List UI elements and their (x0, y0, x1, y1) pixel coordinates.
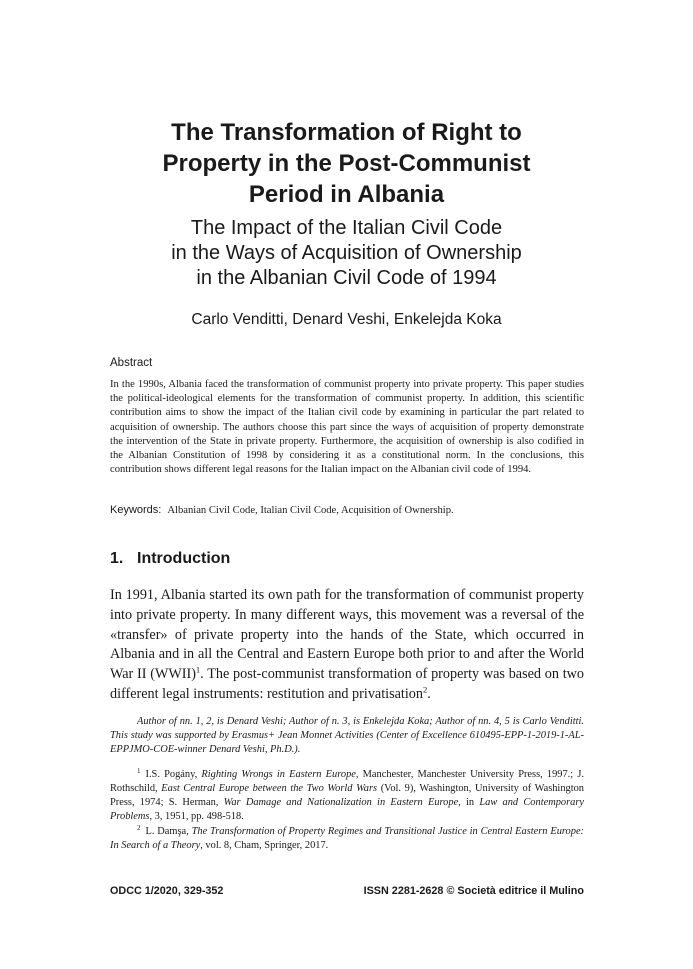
intro-text: . (427, 685, 431, 702)
title-line: Period in Albania (248, 181, 445, 208)
paper-title (60, 117, 633, 210)
abstract-heading: Abstract (110, 357, 153, 369)
section-title: Introduction (137, 550, 231, 567)
keywords-text: Albanian Civil Code, Italian Civil Code, Acquisition of Ownership. (167, 505, 454, 516)
footnote-italic: East Central Europe between the Two World Wars (161, 783, 378, 794)
subtitle-line: in the Albanian Civil Code of 1994 (196, 267, 497, 289)
title-line: The Transformation of Right to (171, 119, 522, 146)
section-heading (110, 550, 230, 568)
footnote-ref[interactable]: 1 (195, 664, 201, 675)
paper-subtitle (60, 216, 633, 291)
intro-paragraph (110, 586, 584, 705)
intro-text: In 1991, Albania started its own path for the transformation of communist property into private property. In many different ways, this movement was a reversal of the «transfer» of private property into the hands of the State, which occurred in Albania and in all the Central and Eastern Europe both prior to and after the World War II (WWII) (110, 587, 584, 683)
intro-text: . The post-communist transformation of property was based on two different legal instruments: restitution and privatisation (110, 666, 584, 702)
footnote-mark: 2 (137, 823, 141, 832)
footnote-italic: Law and Contemporary Problems (110, 797, 584, 822)
footnote-text: I.S. Pogány, (145, 769, 202, 780)
footnote-mark: 1 (137, 766, 141, 775)
author-note: Author of nn. 1, 2, is Denard Veshi; Author of n. 3, is Enkelejda Koka; Author of nn. 4, 5 is Carlo Venditti. This study was supported by Erasmus+ Jean Monnet Activities (Center of Excellence 610495-EPP-1-2019-1-AL-EPPJMO-COE-winner Denard Veshi, Ph.D.). (110, 716, 584, 755)
title-line: Property in the Post-Communist (162, 150, 531, 177)
subtitle-line: in the Ways of Acquisition of Ownership (171, 242, 522, 264)
author-list: Carlo Venditti, Denard Veshi, Enkelejda Koka (191, 311, 502, 328)
journal-citation: ODCC 1/2020, 329-352 (110, 885, 224, 897)
issn-publisher: ISSN 2281-2628 © Società editrice il Mulino (363, 885, 584, 897)
footnote-italic: The Transformation of Property Regimes and Transitional Justice in Central Eastern Europe: In Search of a Theory (110, 826, 585, 851)
footnote-text: L. Damşa, (145, 826, 192, 837)
footnote (110, 768, 584, 824)
section-number: 1. (110, 550, 124, 567)
keywords-label: Keywords: (110, 504, 162, 516)
abstract-text: In the 1990s, Albania faced the transformation of communist property into private property. This paper studies the political-ideological elements for the transformation of communist property. In addition, this scientific contribution aims to show the impact of the Italian civil code by examining in particular the part related to acquisition of ownership. The authors choose this part since the ways of acquisition of property demonstrate the intervention of the State in private property. Furthermore, the acquisition of ownership is also codified in the Albanian Constitution of 1998 by considering it as a constitutional norm. In the conclusions, this contribution shows different legal reasons for the Italian impact on the Albanian civil code of 1994. (110, 379, 584, 476)
keywords (110, 503, 584, 518)
footnote-text: , Manchester, Manchester University Press, 1997.; J. Rothschild, (110, 769, 584, 794)
footnote-italic: Righting Wrongs in Eastern Europe (201, 769, 356, 780)
footnote (110, 825, 584, 853)
footnote-text: , vol. 8, Cham, Springer, 2017. (200, 840, 329, 851)
footnote-ref[interactable]: 2 (422, 684, 428, 695)
subtitle-line: The Impact of the Italian Civil Code (190, 217, 503, 239)
footnotes (110, 768, 584, 854)
footnote-text: , 3, 1951, pp. 498-518. (149, 811, 244, 822)
footnote-text: , in (458, 797, 480, 808)
footnote-italic: War Damage and Nationalization in Eastern Europe (223, 797, 459, 808)
footnote-text: (Vol. 9), Washington, University of Washington Press, 1974; S. Herman, (110, 783, 584, 808)
